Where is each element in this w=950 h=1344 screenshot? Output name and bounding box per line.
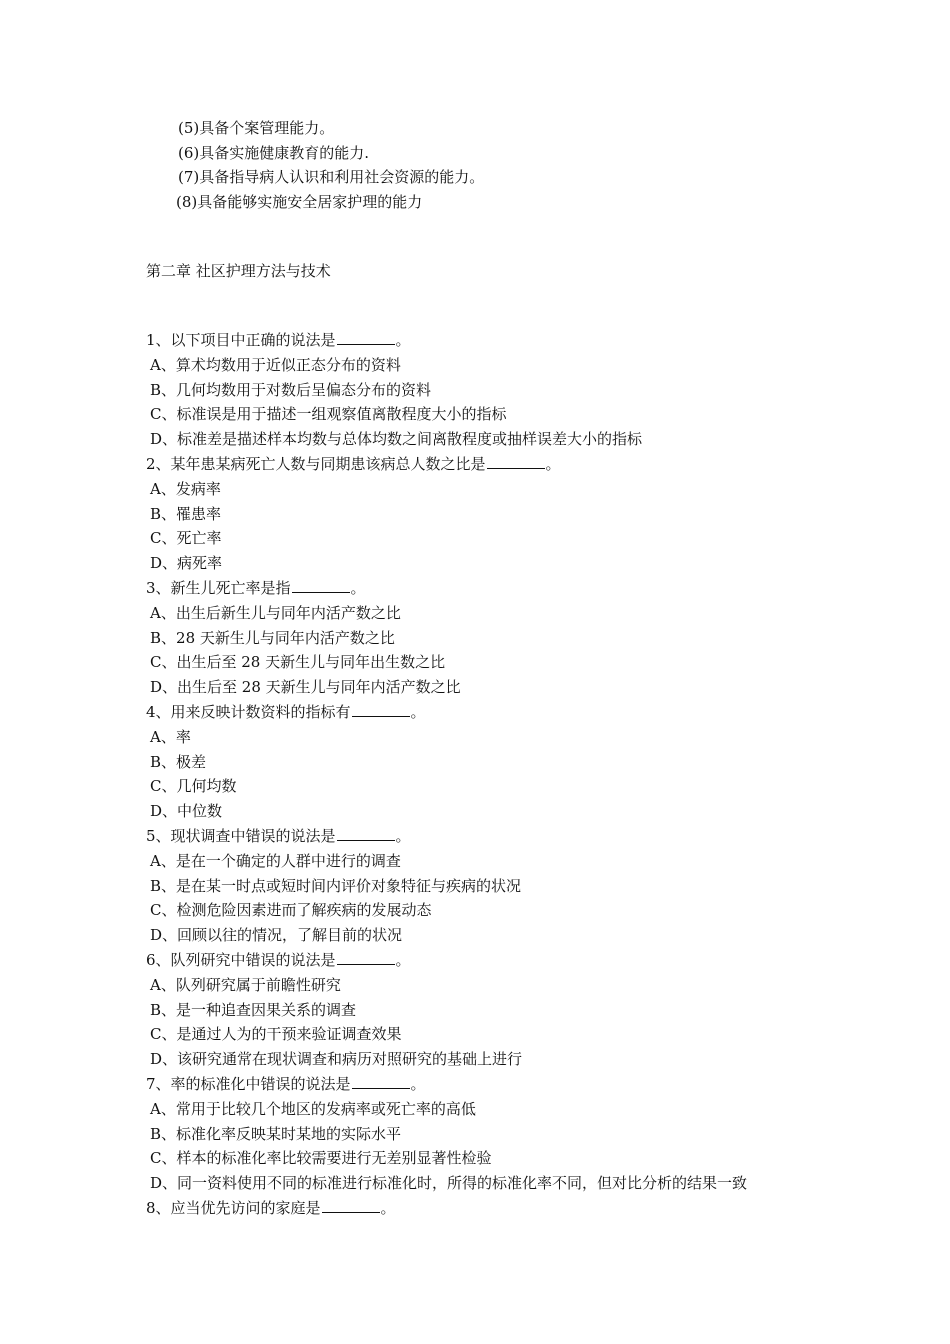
question-option: A、队列研究属于前瞻性研究 [150, 975, 341, 994]
question-option: D、出生后至 28 天新生儿与同年内活产数之比 [150, 678, 461, 697]
question-end: 。 [410, 702, 426, 721]
question-stem [146, 1196, 906, 1221]
answer-blank [292, 578, 350, 593]
question-end: 。 [395, 950, 411, 969]
question-text: 7、率的标准化中错误的说法是 [146, 1074, 351, 1093]
question-stem [146, 328, 906, 353]
question-option: A、发病率 [150, 479, 221, 498]
question-stem [146, 452, 906, 477]
question-option: B、几何均数用于对数后呈偏态分布的资料 [150, 380, 432, 399]
question-option: D、中位数 [150, 802, 223, 821]
question-end: 。 [410, 1074, 426, 1093]
answer-blank [352, 702, 410, 717]
answer-blank [337, 950, 395, 965]
question-option: B、28 天新生儿与同年内活产数之比 [150, 628, 395, 647]
question-option: C、检测危险因素进而了解疾病的发展动态 [150, 901, 432, 920]
question-option: A、是在一个确定的人群中进行的调查 [150, 851, 401, 870]
question-option: C、死亡率 [150, 529, 222, 548]
question-end: 。 [380, 1198, 396, 1217]
answer-blank [487, 454, 545, 469]
chapter-title: 第二章 社区护理方法与技术 [146, 262, 331, 280]
question-end: 。 [395, 826, 411, 845]
question-option: C、标准误是用于描述一组观察值离散程度大小的指标 [150, 405, 507, 424]
question-end: 。 [395, 331, 411, 349]
abilities-list [178, 116, 484, 215]
question-option: C、出生后至 28 天新生儿与同年出生数之比 [150, 653, 446, 672]
question-option: A、出生后新生儿与同年内活产数之比 [150, 603, 401, 622]
question-text: 5、现状调查中错误的说法是 [146, 826, 336, 845]
question-option: C、几何均数 [150, 777, 237, 796]
question-text: 1、以下项目中正确的说法是 [146, 331, 336, 349]
question-option: D、同一资料使用不同的标准进行标准化时，所得的标准化率不同，但对比分析的结果一致 [150, 1174, 748, 1193]
ability-item: (5)具备个案管理能力。 [178, 119, 335, 137]
question-option: B、是一种追查因果关系的调查 [150, 1000, 357, 1019]
answer-blank [337, 330, 395, 345]
ability-item: (8)具备能够实施安全居家护理的能力 [176, 193, 423, 212]
question-option: A、算术均数用于近似正态分布的资料 [150, 355, 401, 374]
question-stem [146, 576, 906, 601]
question-option: B、是在某一时点或短时间内评价对象特征与疾病的状况 [150, 876, 522, 895]
question-option: B、罹患率 [150, 504, 222, 523]
question-stem [146, 948, 906, 973]
question-text: 8、应当优先访问的家庭是 [146, 1198, 321, 1217]
question-option: D、标准差是描述样本均数与总体均数之间离散程度或抽样误差大小的指标 [150, 430, 643, 449]
question-option: D、病死率 [150, 554, 223, 573]
question-option: A、常用于比较几个地区的发病率或死亡率的高低 [150, 1099, 476, 1118]
question-option: D、该研究通常在现状调查和病历对照研究的基础上进行 [150, 1050, 523, 1069]
question-list [146, 328, 906, 1221]
question-text: 3、新生儿死亡率是指 [146, 578, 291, 597]
question-text: 2、某年患某病死亡人数与同期患该病总人数之比是 [146, 454, 486, 473]
question-stem [146, 700, 906, 725]
question-option: D、回顾以往的情况，了解目前的状况 [150, 926, 403, 945]
question-option: B、标准化率反映某时某地的实际水平 [150, 1124, 402, 1143]
question-end: 。 [545, 454, 561, 473]
answer-blank [352, 1074, 410, 1089]
answer-blank [322, 1198, 380, 1213]
question-option: C、样本的标准化率比较需要进行无差别显著性检验 [150, 1149, 492, 1168]
question-option: C、是通过人为的干预来验证调查效果 [150, 1025, 402, 1044]
question-option: B、极差 [150, 752, 207, 771]
ability-item: (6)具备实施健康教育的能力. [178, 143, 370, 162]
ability-item: (7)具备指导病人认识和利用社会资源的能力。 [178, 168, 485, 187]
question-text: 6、队列研究中错误的说法是 [146, 950, 336, 969]
question-end: 。 [350, 578, 366, 597]
question-text: 4、用来反映计数资料的指标有 [146, 702, 351, 721]
answer-blank [337, 826, 395, 841]
question-option: A、率 [150, 727, 191, 746]
question-stem [146, 1072, 906, 1097]
question-stem [146, 824, 906, 849]
